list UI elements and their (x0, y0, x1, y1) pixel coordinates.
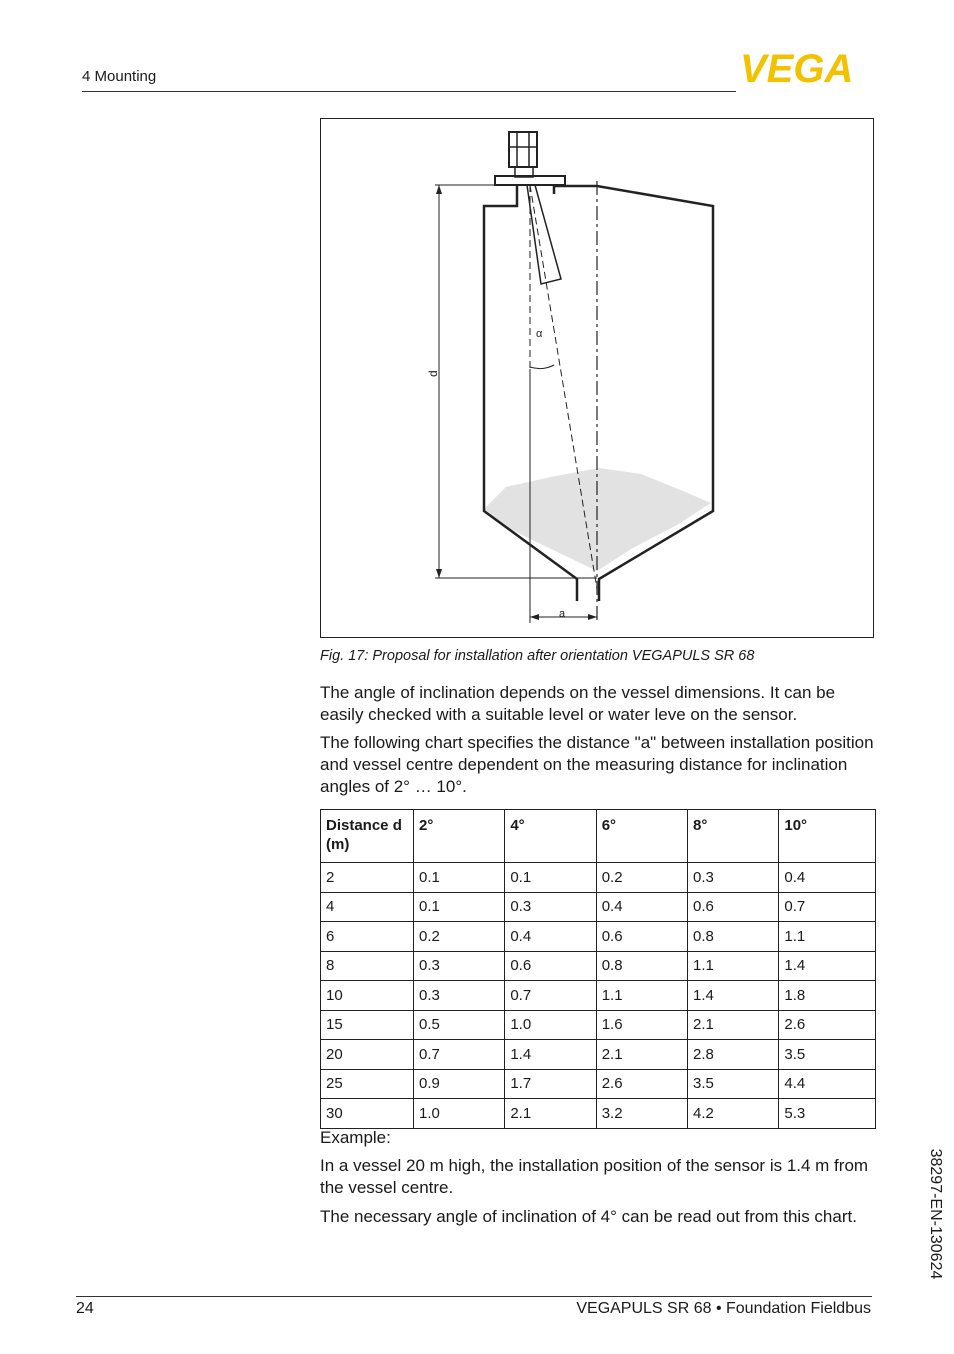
table-cell: 1.0 (505, 1010, 596, 1040)
table-cell: 0.3 (414, 951, 505, 981)
table-cell: 1.7 (505, 1069, 596, 1099)
table-header-row (321, 810, 876, 863)
arrow-head (436, 569, 442, 578)
table-cell: 0.3 (688, 863, 779, 893)
table-cell: 1.1 (688, 951, 779, 981)
table-cell: 0.4 (779, 863, 876, 893)
table-cell: 2.6 (779, 1010, 876, 1040)
figure-caption: Fig. 17: Proposal for installation after orientation VEGAPULS SR 68 (320, 648, 755, 664)
document-code: 38297-EN-130624 (927, 1148, 944, 1280)
table-cell: 0.6 (596, 922, 687, 952)
table-cell: 0.5 (414, 1010, 505, 1040)
table-row (321, 981, 876, 1011)
table-cell: 4 (321, 892, 414, 922)
table-row (321, 1099, 876, 1129)
table-cell: 0.3 (505, 892, 596, 922)
table-cell: 0.7 (779, 892, 876, 922)
table-cell: 0.7 (505, 981, 596, 1011)
header-section-title: 4 Mounting (82, 68, 157, 85)
arrow-head (530, 614, 539, 620)
table-cell: 0.6 (505, 951, 596, 981)
alpha-label: α (536, 328, 543, 340)
table-header-cell: 2° (414, 810, 505, 863)
table-cell: 1.4 (505, 1040, 596, 1070)
arrow-head (436, 185, 442, 194)
header-rule (82, 91, 736, 92)
table-header-cell: 8° (688, 810, 779, 863)
table-header-cell: Distance d (m) (321, 810, 414, 863)
vessel-diagram (321, 119, 873, 637)
table-row (321, 1069, 876, 1099)
vega-logo-text: VEGA (740, 48, 854, 88)
table-cell: 0.8 (688, 922, 779, 952)
table-header-cell: 6° (596, 810, 687, 863)
table-row (321, 1010, 876, 1040)
vega-logo (740, 48, 874, 88)
page-number: 24 (76, 1300, 94, 1317)
table-cell: 2.6 (596, 1069, 687, 1099)
table-row (321, 892, 876, 922)
table-row (321, 863, 876, 893)
table-cell: 0.1 (414, 863, 505, 893)
paragraph-1: The angle of inclination depends on the vessel dimensions. It can be easily checked with a suitable level or water leve on the sensor. (320, 683, 836, 724)
table-cell: 3.5 (779, 1040, 876, 1070)
table-row (321, 1040, 876, 1070)
table-cell: 20 (321, 1040, 414, 1070)
table-cell: 2.1 (505, 1099, 596, 1129)
table-cell: 0.3 (414, 981, 505, 1011)
table-cell: 10 (321, 981, 414, 1011)
table-cell: 0.6 (688, 892, 779, 922)
table-cell: 2.1 (688, 1010, 779, 1040)
sensor-housing (509, 132, 537, 167)
table-cell: 2.1 (596, 1040, 687, 1070)
paragraph-2: The following chart specifies the distance "a" between installation position and vessel centre dependent on the measuring distance for inclination angles of 2° … 10°. (320, 733, 874, 796)
angle-arc (530, 365, 554, 369)
footer-rule (76, 1296, 872, 1297)
table-cell: 2.8 (688, 1040, 779, 1070)
paragraph-3: In a vessel 20 m high, the installation position of the sensor is 1.4 m from the vessel centre. (320, 1156, 869, 1197)
table-cell: 0.2 (596, 863, 687, 893)
table-cell: 1.0 (414, 1099, 505, 1129)
footer-doc-title: VEGAPULS SR 68 • Foundation Fieldbus (576, 1300, 871, 1317)
table-cell: 1.4 (779, 951, 876, 981)
table-cell: 0.4 (505, 922, 596, 952)
example-label: Example: (320, 1128, 391, 1147)
table-cell: 2 (321, 863, 414, 893)
distance-table (320, 809, 876, 1129)
table-cell: 0.1 (505, 863, 596, 893)
table-cell: 3.2 (596, 1099, 687, 1129)
table-cell: 1.1 (779, 922, 876, 952)
table-cell: 0.1 (414, 892, 505, 922)
table-cell: 5.3 (779, 1099, 876, 1129)
table-cell: 1.6 (596, 1010, 687, 1040)
table-cell: 25 (321, 1069, 414, 1099)
table-header-cell: 10° (779, 810, 876, 863)
d-label: d (426, 370, 440, 377)
table-cell: 6 (321, 922, 414, 952)
a-label: a (559, 608, 566, 620)
table-cell: 15 (321, 1010, 414, 1040)
table-cell: 1.8 (779, 981, 876, 1011)
table-row (321, 922, 876, 952)
table-cell: 0.4 (596, 892, 687, 922)
table-cell: 1.4 (688, 981, 779, 1011)
table-cell: 0.8 (596, 951, 687, 981)
table-cell: 3.5 (688, 1069, 779, 1099)
table-row (321, 951, 876, 981)
table-cell: 4.4 (779, 1069, 876, 1099)
table-cell: 8 (321, 951, 414, 981)
table-cell: 30 (321, 1099, 414, 1129)
table-cell: 1.1 (596, 981, 687, 1011)
arrow-head (588, 614, 597, 620)
table-cell: 0.7 (414, 1040, 505, 1070)
table-header-cell: 4° (505, 810, 596, 863)
figure-installation (320, 118, 874, 638)
table-cell: 4.2 (688, 1099, 779, 1129)
table-cell: 0.2 (414, 922, 505, 952)
paragraph-4: The necessary angle of inclination of 4° can be read out from this chart. (320, 1207, 857, 1226)
table-cell: 0.9 (414, 1069, 505, 1099)
